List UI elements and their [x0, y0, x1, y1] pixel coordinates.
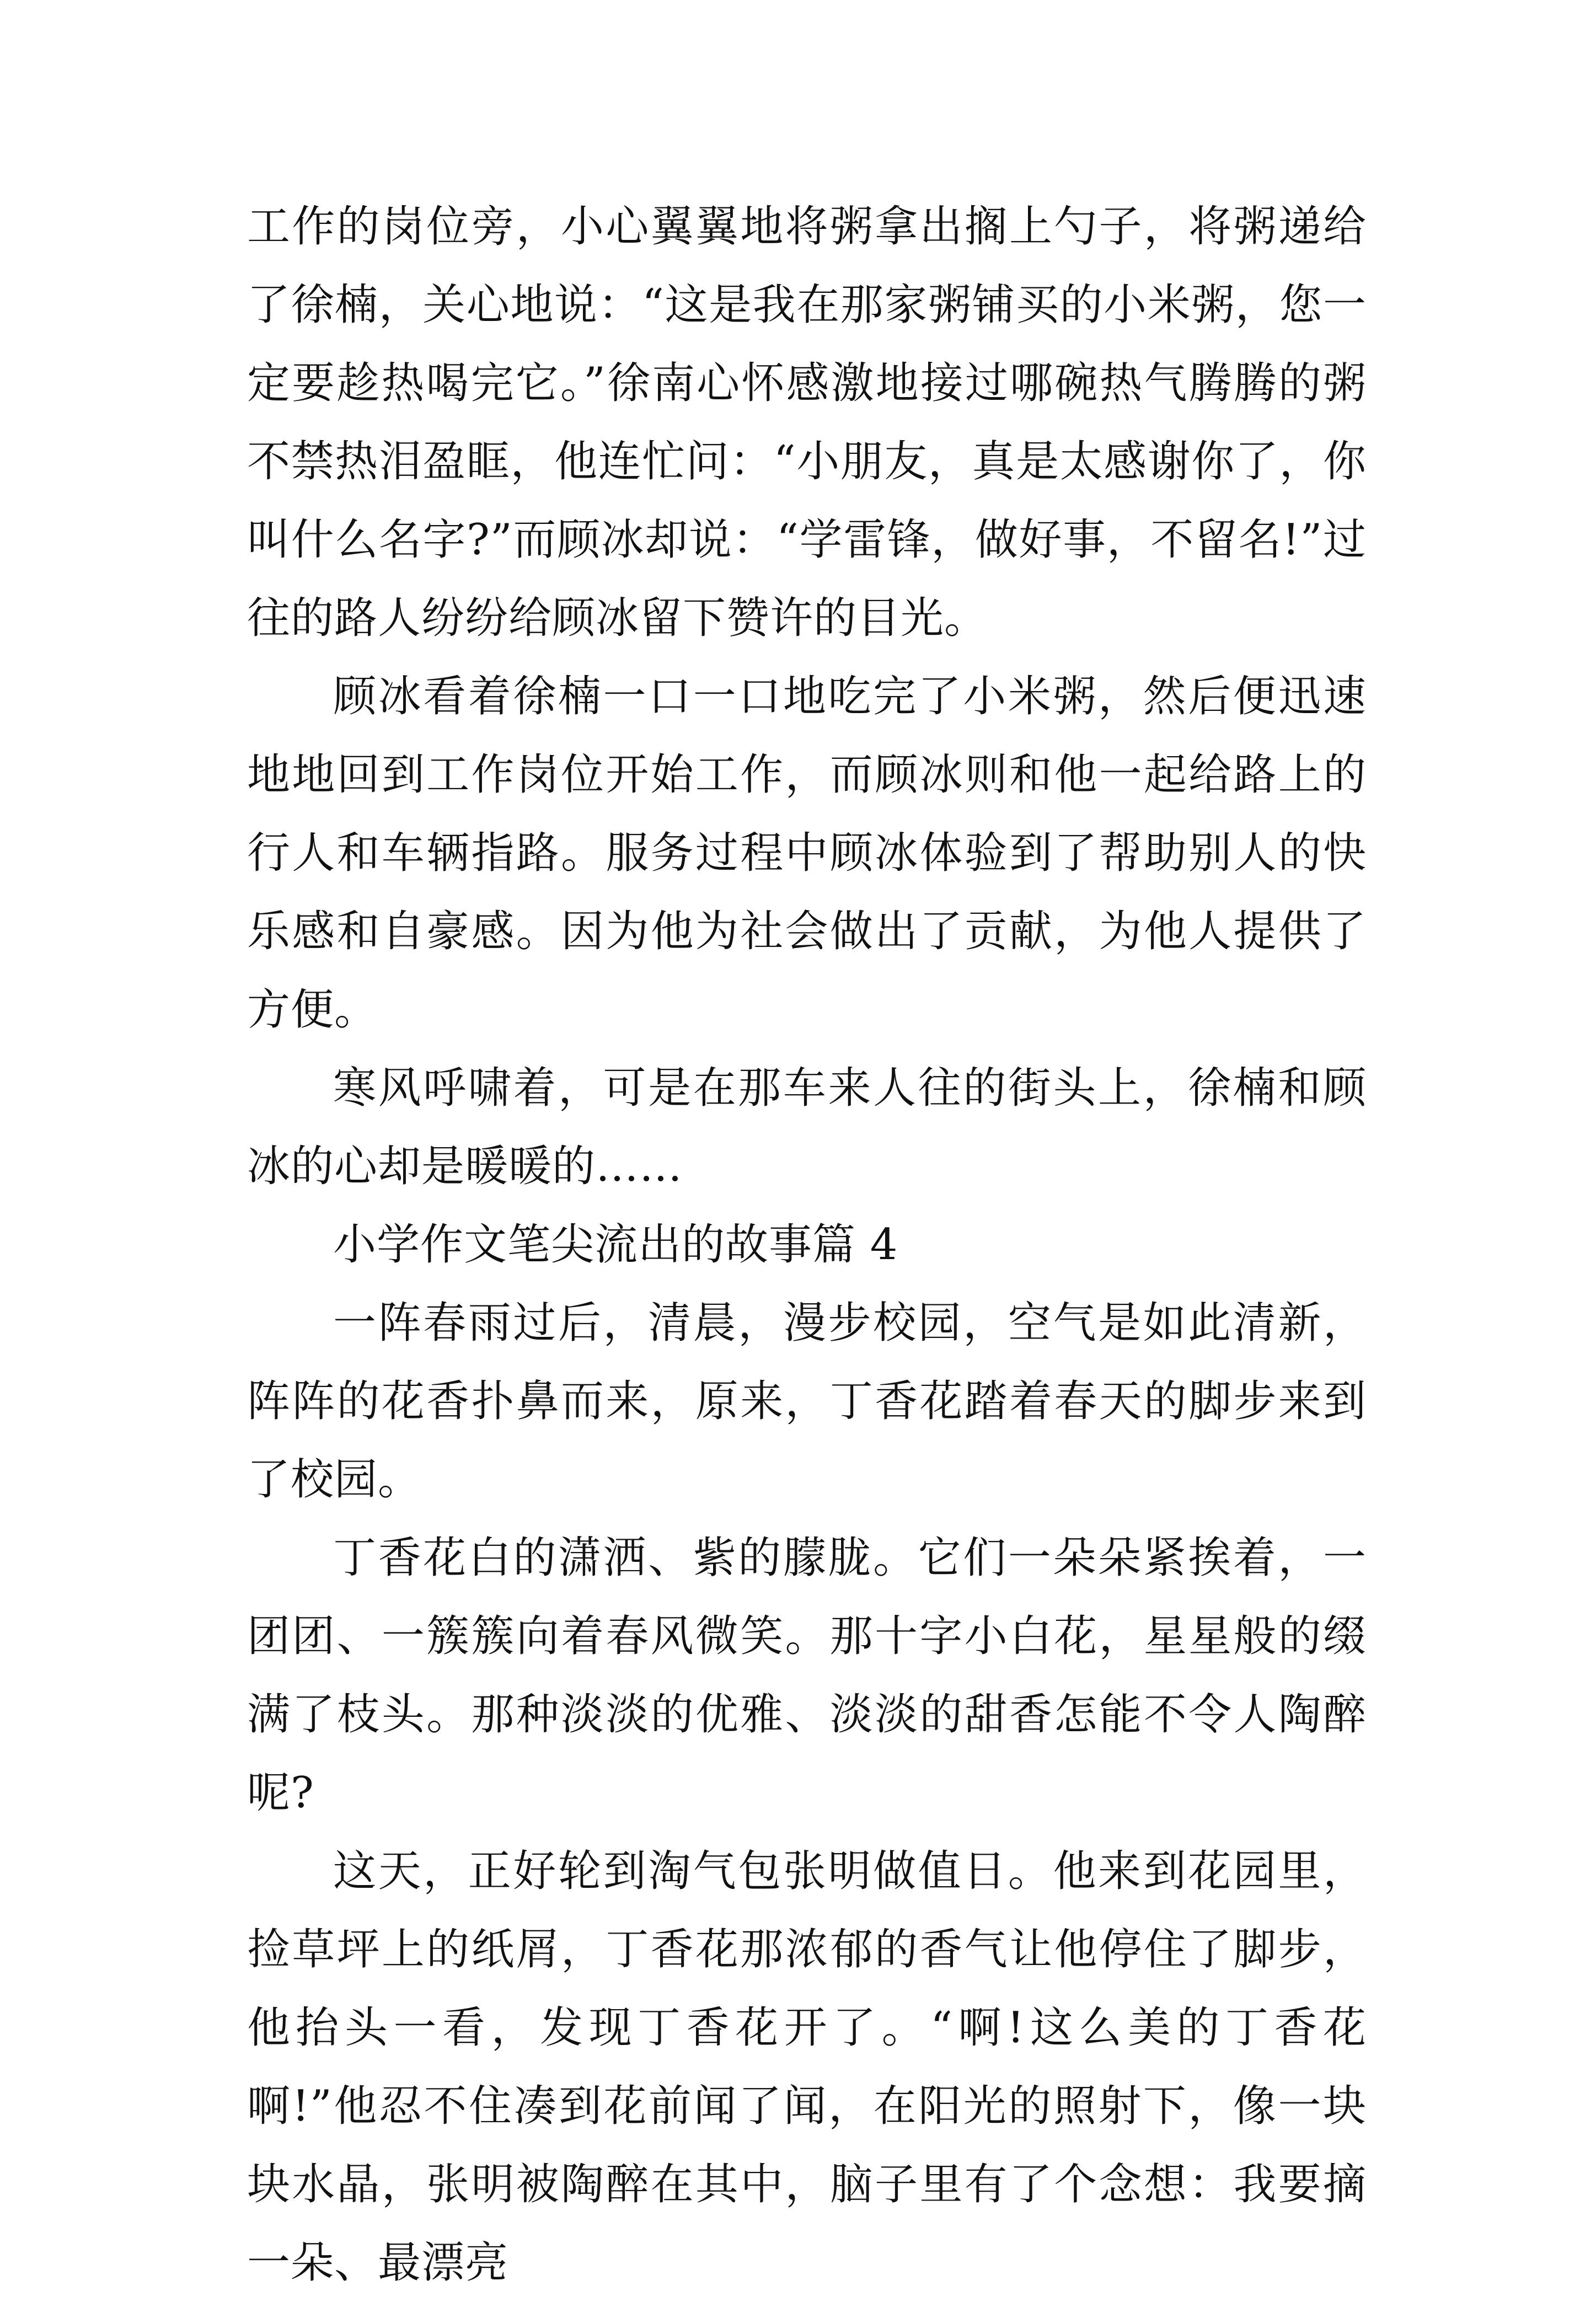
paragraph-2: 顾冰看着徐楠一口一口地吃完了小米粥，然后便迅速地地回到工作岗位开始工作，而顾冰则和他一起给路上的行人和车辆指路。服务过程中顾冰体验到了帮助别人的快乐感和自豪感。因为他为社会做出了贡献，为他人提供了方便。: [247, 672, 1367, 1035]
document-body: [247, 188, 1367, 2302]
paragraph-1: 工作的岗位旁，小心翼翼地将粥拿出搁上勺子，将粥递给了徐楠，关心地说：“这是我在那家粥铺买的小米粥，您一定要趁热喝完它。”徐南心怀感激地接过哪碗热气腾腾的粥不禁热泪盈眶，他连忙问：“小朋友，真是太感谢你了，你叫什么名字?”而顾冰却说：“学雷锋，做好事，不留名!”过往的路人纷纷给顾冰留下赞许的目光。: [247, 202, 1367, 643]
section-title: 小学作文笔尖流出的故事篇 4: [333, 1220, 898, 1270]
paragraph-5: 丁香花白的潇洒、紫的朦胧。它们一朵朵紧挨着，一团团、一簇簇向着春风微笑。那十字小白花，星星般的缀满了枝头。那种淡淡的优雅、淡淡的甜香怎能不令人陶醉呢?: [247, 1533, 1367, 1818]
paragraph-3: 寒风呼啸着，可是在那车来人往的街头上，徐楠和顾冰的心却是暖暖的……: [247, 1063, 1367, 1191]
paragraph-6: 这天，正好轮到淘气包张明做值日。他来到花园里，捡草坪上的纸屑，丁香花那浓郁的香气让他停住了脚步，他抬头一看，发现丁香花开了。“啊!这么美的丁香花啊!”他忍不住凑到花前闻了闻，在阳光的照射下，像一块块水晶，张明被陶醉在其中，脑子里有了个念想：我要摘一朵、最漂亮: [247, 1846, 1367, 2288]
paragraph-4: 一阵春雨过后，清晨，漫步校园，空气是如此清新，阵阵的花香扑鼻而来，原来，丁香花踏着春天的脚步来到了校园。: [247, 1298, 1367, 1505]
